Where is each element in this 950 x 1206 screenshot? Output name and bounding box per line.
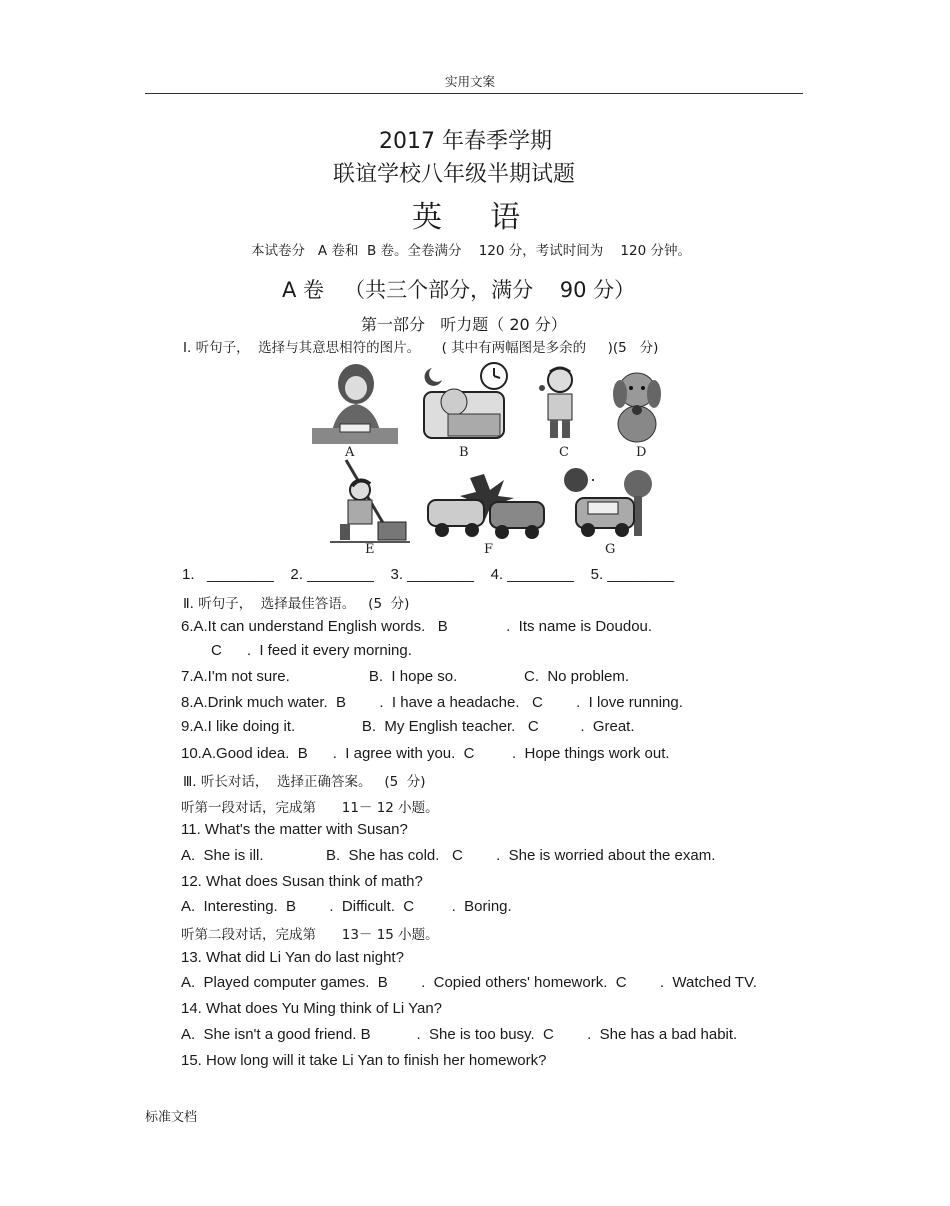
picture-label-g: G [605, 542, 616, 557]
page-header: 实用文案 [445, 74, 496, 89]
q3-line-12-options: A. Interesting. B . Difficult. C . Boring. [181, 898, 512, 915]
page-footer: 标准文档 [145, 1110, 198, 1125]
q3-line-12: 12. What does Susan think of math? [181, 873, 423, 890]
q3-line-13-options: A. Played computer games. B . Copied others' homework. C . Watched TV. [181, 974, 757, 991]
q2-line-10: 10.A.Good idea. B . I agree with you. C . Hope things work out. [181, 745, 670, 762]
q2-line-9: 9.A.I like doing it. B. My English teacher. C . Great. [181, 718, 635, 735]
q3-line-13: 13. What did Li Yan do last night? [181, 949, 404, 966]
q3-dialog1-intro: 听第一段对话，完成第 11－ 12 小题。 [181, 800, 439, 816]
picture-label-b: B [459, 445, 469, 460]
picture-label-c: C [559, 445, 569, 460]
q2-line-6: 6.A.It can understand English words. B . Its name is Doudou. [181, 618, 653, 635]
q1-answer-blanks: 1. ________ 2. ________ 3. ________ 4. ________ 5. ________ [182, 566, 675, 583]
section-a-heading: A 卷 （共三个部分，满分 90 分） [282, 278, 636, 302]
part1-heading: 第一部分 听力题（ 20 分） [361, 315, 567, 334]
q2-heading: Ⅱ. 听句子， 选择最佳答语。 (5 分) [183, 596, 410, 612]
picture-d-puppy [608, 368, 666, 444]
q2-line-7: 7.A.I'm not sure. B. I hope so. C. No problem. [181, 668, 630, 685]
exam-term-title: 2017 年春季学期 [379, 129, 552, 154]
q3-heading: Ⅲ. 听长对话， 选择正确答案。 (5 分) [183, 774, 426, 790]
picture-label-a: A [345, 445, 355, 460]
picture-label-d: D [636, 445, 647, 460]
q3-line-11: 11. What's the matter with Susan? [181, 821, 408, 838]
picture-c-boy-coughing [536, 366, 588, 444]
picture-f-car-crash [424, 470, 548, 544]
picture-label-e: E [365, 542, 375, 557]
picture-a-girl-writing [310, 362, 398, 446]
q2-line-6c: C . I feed it every morning. [211, 642, 412, 659]
exam-subject-title: 英 语 [412, 200, 523, 235]
picture-g-car-and-tree [560, 464, 656, 542]
q3-line-14-options: A. She isn't a good friend. B . She is too busy. C . She has a bad habit. [181, 1026, 738, 1043]
q3-line-15: 15. How long will it take Li Yan to finish her homework? [181, 1052, 547, 1069]
picture-label-f: F [484, 542, 494, 557]
header-rule [145, 93, 803, 94]
q3-line-14: 14. What does Yu Ming think of Li Yan? [181, 1000, 443, 1017]
q1-heading: Ⅰ. 听句子， 选择与其意思相符的图片。 ( 其中有两幅图是多余的 )(5 分) [183, 340, 659, 356]
exam-info: 本试卷分 A 卷和 B 卷。全卷满分 120 分，考试时间为 120 分钟。 [251, 243, 691, 259]
q3-line-11-options: A. She is ill. B. She has cold. C . She is worried about the exam. [181, 847, 716, 864]
picture-b-boy-sleeping [418, 362, 510, 446]
q2-line-8: 8.A.Drink much water. B . I have a headache. C . I love running. [181, 694, 683, 711]
picture-e-boy-mopping [330, 458, 410, 544]
q3-dialog2-intro: 听第二段对话，完成第 13－ 15 小题。 [181, 927, 439, 943]
exam-school-title: 联谊学校八年级半期试题 [333, 162, 576, 187]
